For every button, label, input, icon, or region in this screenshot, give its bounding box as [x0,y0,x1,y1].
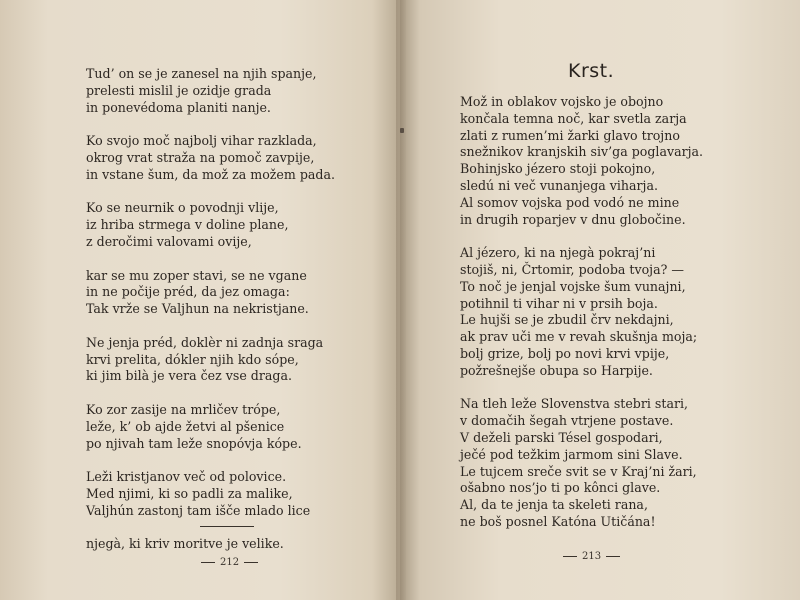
verse-line: končala temna noč, kar svetla zarja [460,110,687,126]
verse-line: zlati z rumen’mi žarki glavo trojno [460,127,680,143]
verse-line: Ne jenja préd, doklèr ni zadnja sraga [86,334,324,350]
verse-line: in ne počije préd, da jez omaga: [86,284,290,300]
verse-line: V deželi parski Tésel gospodari, [460,429,663,445]
section-end-rule [200,526,254,527]
verse-line: Tak vrže se Valjhun na nekristjane. [86,301,309,317]
folio-dash [563,556,577,557]
verse-line: Ko se neurnik o povodnji vlije, [86,200,279,216]
verse-line: njegà, ki kriv moritve je velike. [86,536,284,552]
verse-line: Al jézero, ki na njegà pokraj’ni [460,245,656,261]
book-gutter [396,0,406,600]
verse-line: Al somov vojska pod vodó ne mine [460,194,680,210]
verse-line: ne boš posnel Katóna Utičána! [460,513,656,529]
stanza [86,268,376,318]
verse-line: Tud’ on se je zanesel na njih spanje, [86,66,317,81]
folio-dash [606,556,620,557]
stanza [460,94,770,228]
verse-line: okrog vrat straža na pomoč zavpije, [86,149,315,165]
stanza [86,469,376,519]
verse-line: Le tujcem sreče svit se v Kraj’ni žari, [460,463,697,479]
poem-title: Krst. [568,60,615,82]
verse-line: kar se mu zoper stavi, se ne vgane [86,267,307,283]
verse-line: z deročimi valovami ovije, [86,233,252,249]
left-poem-text [86,66,376,570]
stanza [86,133,376,183]
right-poem-text [460,94,770,548]
page-number-right [558,551,625,562]
stanza [460,396,770,530]
verse-line: Bohinjsko jézero stoji pokojno, [460,161,656,177]
verse-line: in ponevédoma planiti nanje. [86,99,271,115]
verse-line: v domačih šegah vtrjene postave. [460,413,674,429]
page-number-text: 213 [582,551,602,562]
stanza [86,402,376,452]
page-number-left [196,557,263,568]
verse-line: in vstane šum, da mož za možem pada. [86,166,335,182]
right-page [400,0,800,600]
verse-line: Ko zor zasije na mrličev trópe, [86,401,281,417]
verse-line: Na tleh leže Slovenstva stebri stari, [460,396,688,412]
verse-line: sledú ni več vunanjega viharja. [460,177,658,193]
verse-line: ki jim bilà je vera čez vse draga. [86,368,292,384]
verse-line: To noč je jenjal vojske šum vunajni, [460,278,686,294]
verse-line: in drugih roparjev v dnu globočine. [460,211,686,227]
verse-line: krvi prelita, dókler njih kdo sópe, [86,351,299,367]
verse-line: Leži kristjanov več od polovice. [86,469,287,485]
stanza [460,245,770,379]
ink-speck [400,128,404,133]
verse-line: snežnikov kranjskih siv’ga poglavarja. [460,144,704,160]
verse-line: iz hriba strmega v doline plane, [86,217,289,233]
stanza [86,66,376,116]
verse-line: potihnil ti vihar ni v prsih boja. [460,295,658,311]
verse-line: Le hujši se je zbudil črv nekdajni, [460,312,674,328]
verse-line: leže, k’ ob ajde žetvi al pšenice [86,418,285,434]
verse-line: Valjhún zastonj tam išče mlado lice [86,502,311,518]
verse-line: Ko svojo moč najbolj vihar razklada, [86,133,317,149]
verse-line: ošabno nos’jo ti po kônci glave. [460,480,661,496]
verse-line: Mož in oblakov vojsko je obojno [460,94,664,109]
verse-line: ječé pod težkim jarmom sini Slave. [460,446,683,462]
stanza [86,335,376,385]
verse-line: Al, da te jenja ta skeleti rana, [460,497,648,513]
verse-line: prelesti mislil je ozidje grada [86,82,272,98]
verse-line: bolj grize, bolj po novi krvi vpije, [460,345,670,361]
stanza [86,536,376,553]
verse-line: ak prav uči me v revah skušnja moja; [460,329,698,345]
folio-dash [244,562,258,563]
page-number-text: 212 [220,557,240,568]
verse-line: požrešnejše obupa so Harpije. [460,362,653,378]
verse-line: stojiš, ni, Črtomir, podoba tvoja? — [460,261,684,277]
verse-line: po njivah tam leže snopóvja kópe. [86,435,302,451]
folio-dash [201,562,215,563]
verse-line: Med njimi, ki so padli za malike, [86,485,293,501]
stanza [86,200,376,250]
